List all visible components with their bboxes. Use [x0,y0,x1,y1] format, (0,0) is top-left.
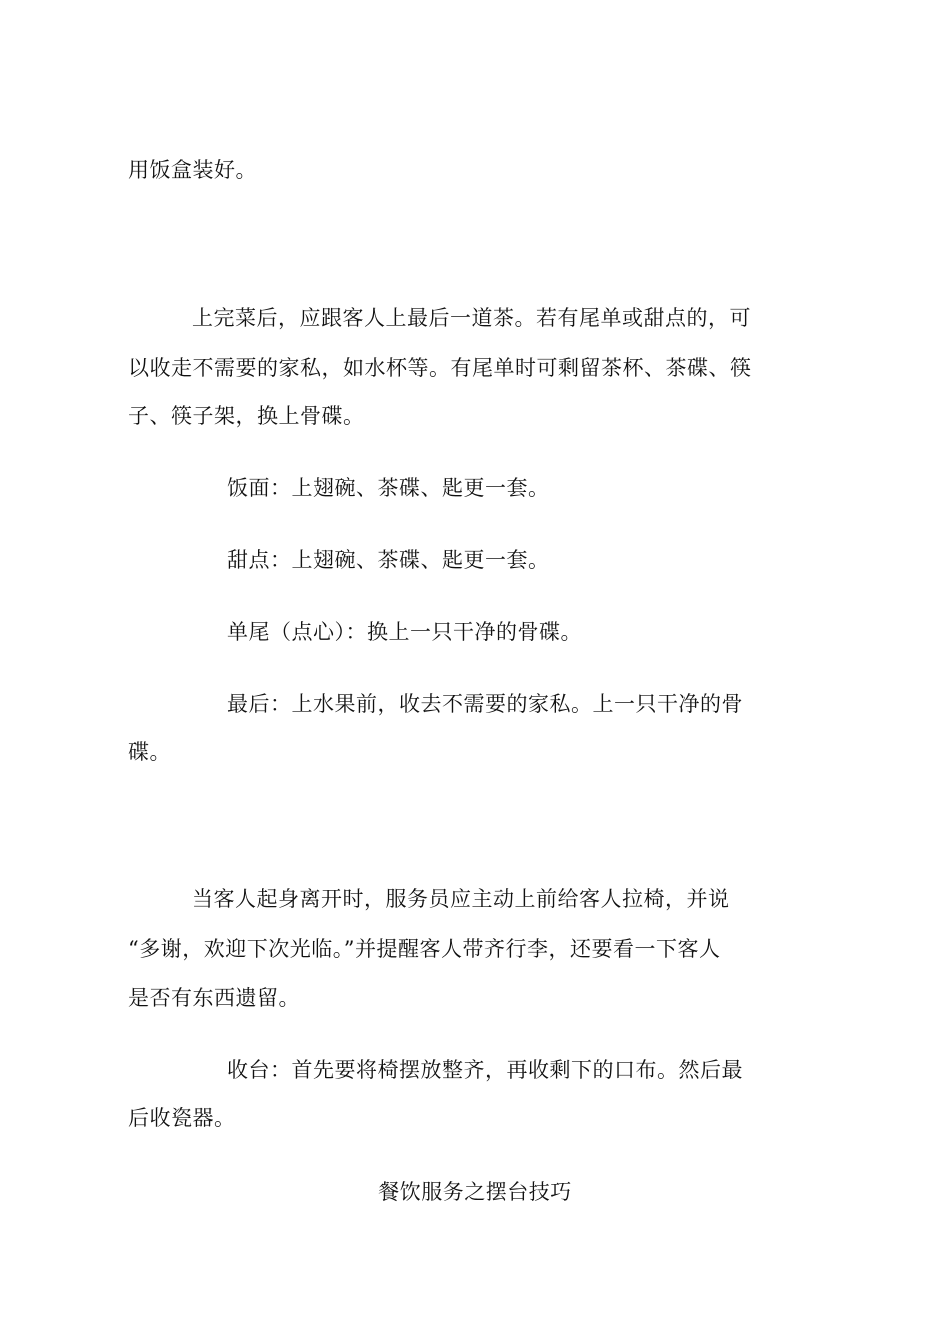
paragraph-line: 单尾（点心）：换上一只干净的骨碟。 [227,620,582,644]
paragraph-line: “多谢，欢迎下次光临。”并提醒客人带齐行李，还要看一下客人 [128,937,721,961]
paragraph-line: 甜点：上翅碗、茶碟、匙更一套。 [227,548,550,572]
paragraph-line: 饭面：上翅碗、茶碟、匙更一套。 [227,476,550,500]
paragraph-line: 最后：上水果前，收去不需要的家私。上一只干净的骨 [227,692,743,716]
paragraph-line: 收台：首先要将椅摆放整齐，再收剩下的口布。然后最 [227,1058,743,1082]
paragraph-line: 后收瓷器。 [128,1106,236,1130]
paragraph-line: 以收走不需要的家私，如水杯等。有尾单时可剩留茶杯、茶碟、筷 [128,356,752,380]
paragraph-line: 是否有东西遗留。 [128,986,300,1010]
paragraph-line: 用饭盒装好。 [128,158,257,182]
section-heading: 餐饮服务之摆台技巧 [378,1180,572,1204]
paragraph-line: 上完菜后，应跟客人上最后一道茶。若有尾单或甜点的，可 [192,306,751,330]
paragraph-line: 当客人起身离开时，服务员应主动上前给客人拉椅，并说 [192,887,730,911]
paragraph-line: 碟。 [128,740,171,764]
paragraph-line: 子、筷子架，换上骨碟。 [128,404,365,428]
